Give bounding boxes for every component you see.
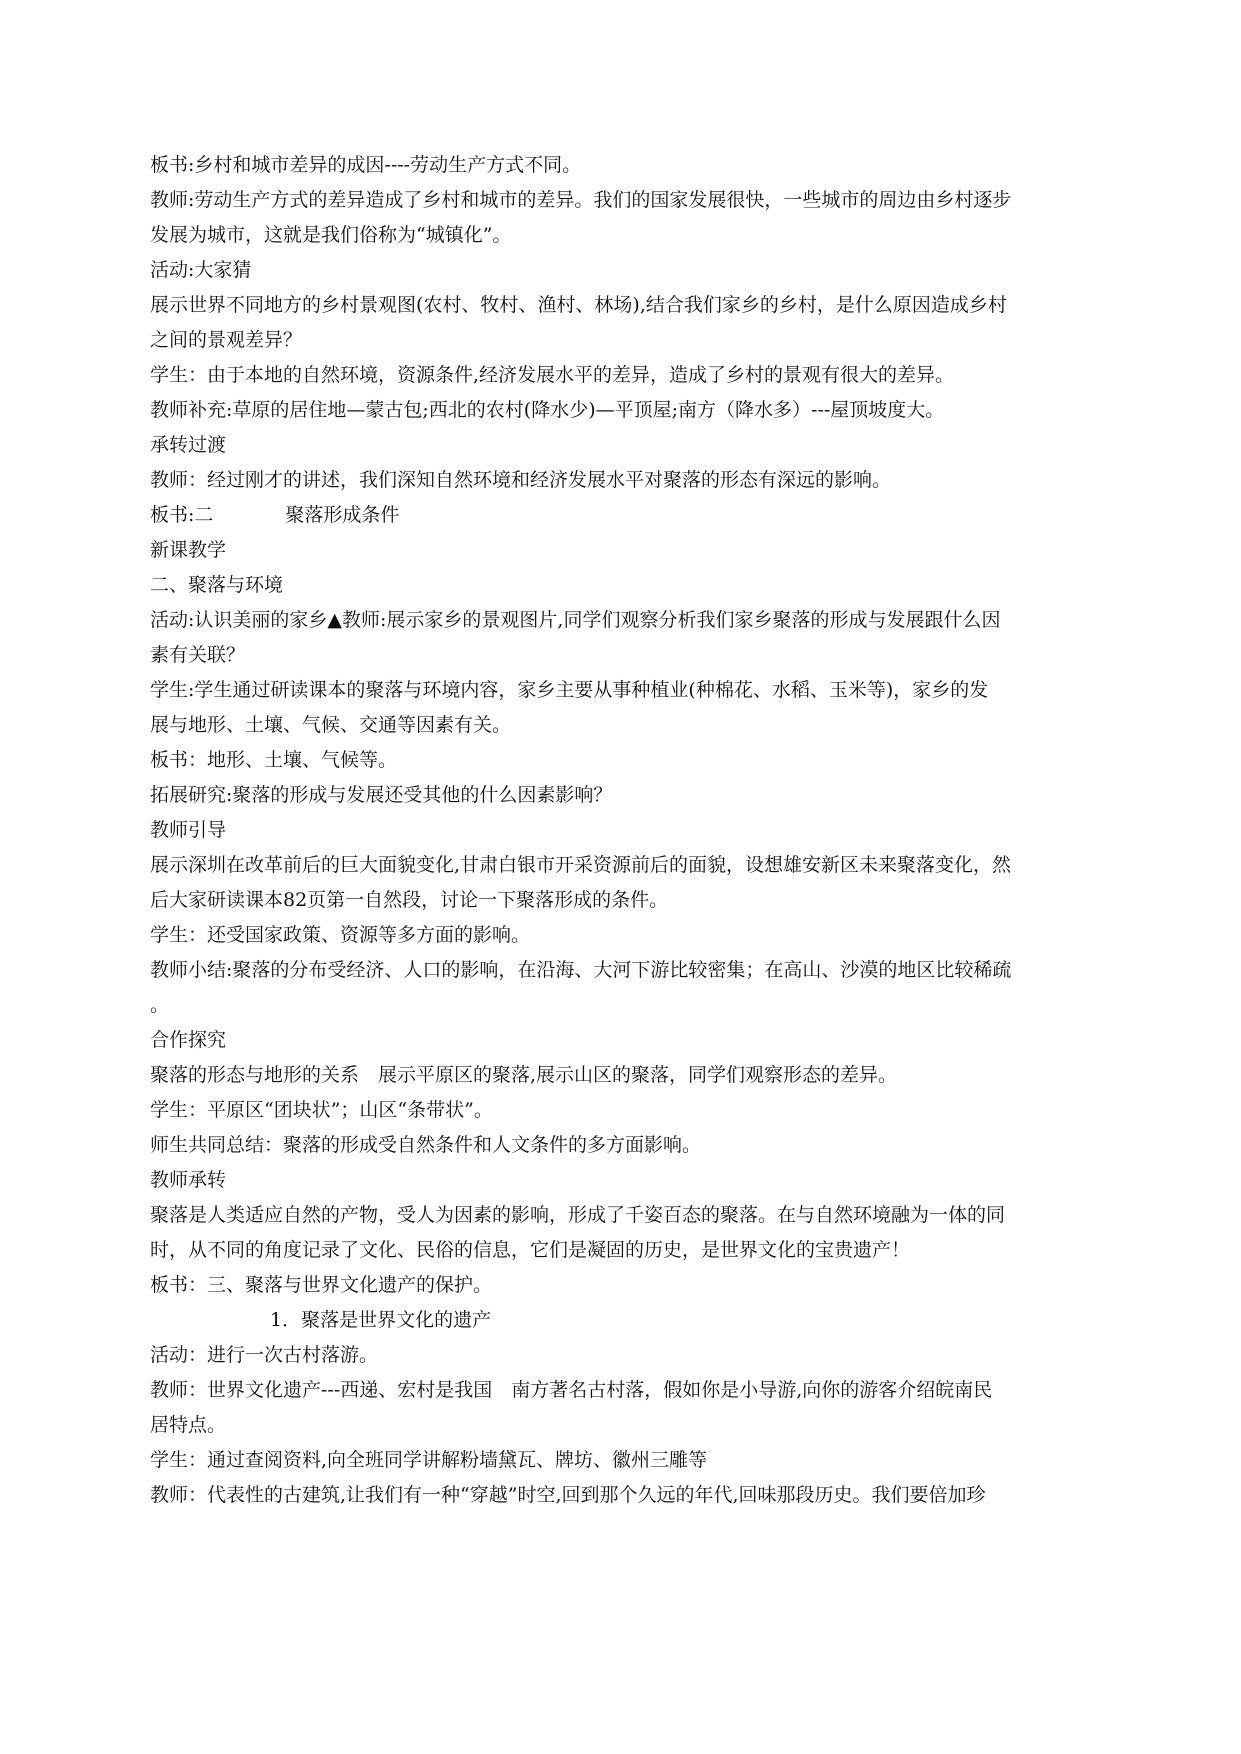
text-line-26: 合作探究	[150, 1029, 227, 1051]
text-line-12: 新课教学	[150, 539, 227, 561]
text-line-36: 教师：世界文化遗产---西递、宏村是我国 南方著名古村落，假如你是小导游,向你的游客介绍皖南民	[150, 1379, 993, 1401]
text-line-3: 发展为城市，这就是我们俗称为“城镇化”。	[150, 224, 512, 246]
text-line-37: 居特点。	[150, 1414, 227, 1436]
text-line-19: 拓展研究:聚落的形成与发展还受其他的什么因素影响？	[150, 784, 613, 806]
text-line-13: 二、聚落与环境	[150, 574, 284, 596]
text-line-17: 展与地形、土壤、气候、交通等因素有关。	[150, 714, 512, 736]
text-line-23: 学生：还受国家政策、资源等多方面的影响。	[150, 924, 531, 946]
text-line-7: 学生：由于本地的自然环境，资源条件,经济发展水平的差异，造成了乡村的景观有很大的差异。	[150, 364, 955, 386]
text-line-14: 活动:认识美丽的家乡▲教师:展示家乡的景观图片,同学们观察分析我们家乡聚落的形成与发展跟什么因	[150, 609, 1001, 631]
text-line-8: 教师补充:草原的居住地—蒙古包;西北的农村(降水少)—平顶屋;南方（降水多）---屋顶坡度大。	[150, 399, 945, 421]
text-line-28: 学生：平原区“团块状”；山区“条带状”。	[150, 1099, 493, 1121]
text-line-27: 聚落的形态与地形的关系 展示平原区的聚落,展示山区的聚落，同学们观察形态的差异。	[150, 1064, 898, 1086]
text-line-5: 展示世界不同地方的乡村景观图(农村、牧村、渔村、林场),结合我们家乡的乡村，是什么原因造成乡村	[150, 294, 1007, 316]
text-line-24: 教师小结:聚落的分布受经济、人口的影响，在沿海、大河下游比较密集；在高山、沙漠的地区比较稀疏	[150, 959, 1012, 981]
document-body	[150, 148, 1100, 1513]
text-line-16: 学生:学生通过研读课本的聚落与环境内容，家乡主要从事种植业(种棉花、水稻、玉米等)，家乡的发	[150, 679, 989, 701]
text-line-38: 学生：通过查阅资料,向全班同学讲解粉墙黛瓦、牌坊、徽州三雕等	[150, 1449, 708, 1471]
text-line-30: 教师承转	[150, 1169, 227, 1191]
text-line-32: 时，从不同的角度记录了文化、民俗的信息，它们是凝固的历史，是世界文化的宝贵遗产！	[150, 1239, 911, 1261]
text-line-9: 承转过渡	[150, 434, 227, 456]
board-label: 板书:二	[150, 504, 214, 526]
text-line-20: 教师引导	[150, 819, 227, 841]
board-heading: 聚落形成条件	[285, 504, 400, 526]
text-line-35: 活动：进行一次古村落游。	[150, 1344, 379, 1366]
text-line-22: 后大家研读课本82页第一自然段，讨论一下聚落形成的条件。	[150, 889, 669, 911]
text-line-4: 活动:大家猜	[150, 259, 252, 281]
text-line-25: 。	[150, 994, 170, 1016]
text-line-34: 1．聚落是世界文化的遗产	[270, 1309, 492, 1331]
text-line-39: 教师：代表性的古建筑,让我们有一种“穿越”时空,回到那个久远的年代,回味那段历史。我们要倍加珍	[150, 1484, 986, 1506]
text-line-6: 之间的景观差异？	[150, 329, 303, 351]
text-line-1: 板书:乡村和城市差异的成因----劳动生产方式不同。	[150, 154, 582, 176]
text-line-10: 教师：经过刚才的讲述，我们深知自然环境和经济发展水平对聚落的形态有深远的影响。	[150, 469, 892, 491]
text-line-18: 板书：地形、土壤、气候等。	[150, 749, 398, 771]
text-line-21: 展示深圳在改革前后的巨大面貌变化,甘肃白银市开采资源前后的面貌，设想雄安新区未来聚落变化，然	[150, 854, 1012, 876]
text-line-11	[150, 498, 1100, 533]
text-line-15: 素有关联？	[150, 644, 246, 666]
text-line-29: 师生共同总结：聚落的形成受自然条件和人文条件的多方面影响。	[150, 1134, 702, 1156]
text-line-31: 聚落是人类适应自然的产物，受人为因素的影响，形成了千姿百态的聚落。在与自然环境融为一体的同	[150, 1204, 1006, 1226]
text-line-2: 教师:劳动生产方式的差异造成了乡村和城市的差异。我们的国家发展很快，一些城市的周边由乡村逐步	[150, 189, 1012, 211]
text-line-33: 板书：三、聚落与世界文化遗产的保护。	[150, 1274, 493, 1296]
